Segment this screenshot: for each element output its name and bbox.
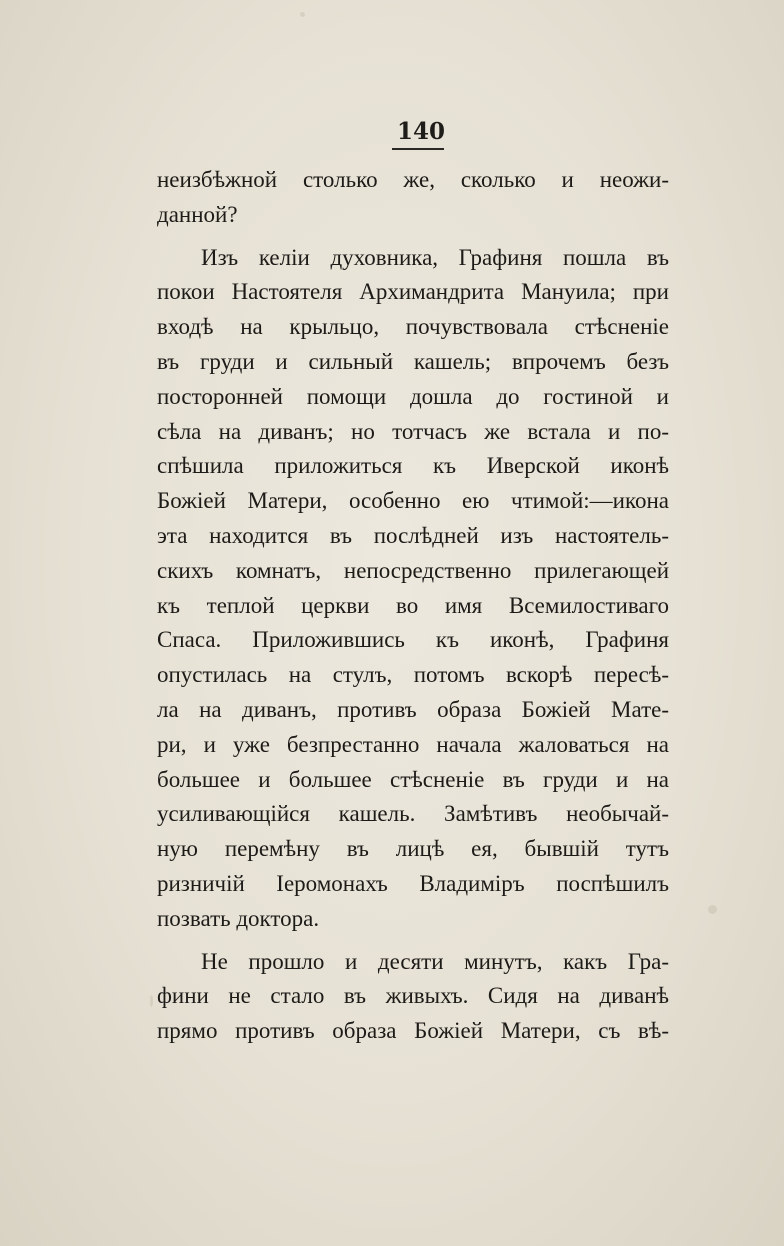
text-line: усиливающійся кашель. Замѣтивъ необычай- bbox=[157, 801, 669, 827]
text-line: данной? bbox=[157, 201, 238, 227]
text-line: ри, и уже безпрестанно начала жаловаться на bbox=[157, 731, 669, 757]
text-line: къ теплой церкви во имя Всемилостиваго bbox=[157, 592, 669, 618]
text-line: позвать доктора. bbox=[157, 905, 320, 931]
text-line: скихъ комнатъ, непосредственно прилегающей bbox=[157, 557, 669, 583]
text-line: покои Настоятеля Архимандрита Мануила; при bbox=[157, 279, 669, 305]
text-line: ную перемѣну въ лицѣ ея, бывшій тутъ bbox=[157, 836, 669, 862]
text-line: Божіей Матери, особенно ею чтимой:—икона bbox=[157, 488, 669, 514]
text-line: ризничій Іеромонахъ Владиміръ поспѣшилъ bbox=[157, 870, 669, 896]
text-line: ла на диванъ, противъ образа Божіей Мате- bbox=[157, 696, 669, 722]
paper-mark bbox=[150, 995, 153, 1007]
text-line: эта находится въ послѣдней изъ настоятель- bbox=[157, 522, 669, 548]
paper-stain bbox=[708, 905, 717, 914]
text-line: сѣла на диванъ; но тотчасъ же встала и по- bbox=[157, 418, 669, 444]
paragraph-first-line: Изъ келіи духовника, Графиня пошла въ bbox=[201, 244, 669, 270]
text-line: въ груди и сильный кашель; впрочемъ безъ bbox=[157, 348, 669, 374]
text-line: спѣшила приложиться къ Иверской иконѣ bbox=[157, 453, 669, 479]
text-line: большее и большее стѣсненіе въ груди и на bbox=[157, 766, 669, 792]
text-line: фини не стало въ живыхъ. Сидя на диванѣ bbox=[157, 983, 669, 1009]
paragraph-first-line: Не прошло и десяти минутъ, какъ Гра- bbox=[201, 948, 669, 974]
text-line: посторонней помощи дошла до гостиной и bbox=[157, 383, 669, 409]
text-line: входѣ на крыльцо, почувствовала стѣсненіе bbox=[157, 314, 669, 340]
page-number-rule bbox=[392, 148, 444, 150]
body-text bbox=[157, 163, 669, 1049]
text-line: опустилась на стулъ, потомъ вскорѣ пересѣ- bbox=[157, 662, 669, 688]
text-line: Спаса. Приложившись къ иконѣ, Графиня bbox=[157, 627, 669, 653]
text-line: неизбѣжной столько же, сколько и неожи- bbox=[157, 167, 669, 192]
text-line: прямо противъ образа Божіей Матери, съ вѣ- bbox=[157, 1018, 669, 1044]
page-number: 140 bbox=[396, 118, 445, 145]
paper-speck bbox=[300, 12, 305, 17]
